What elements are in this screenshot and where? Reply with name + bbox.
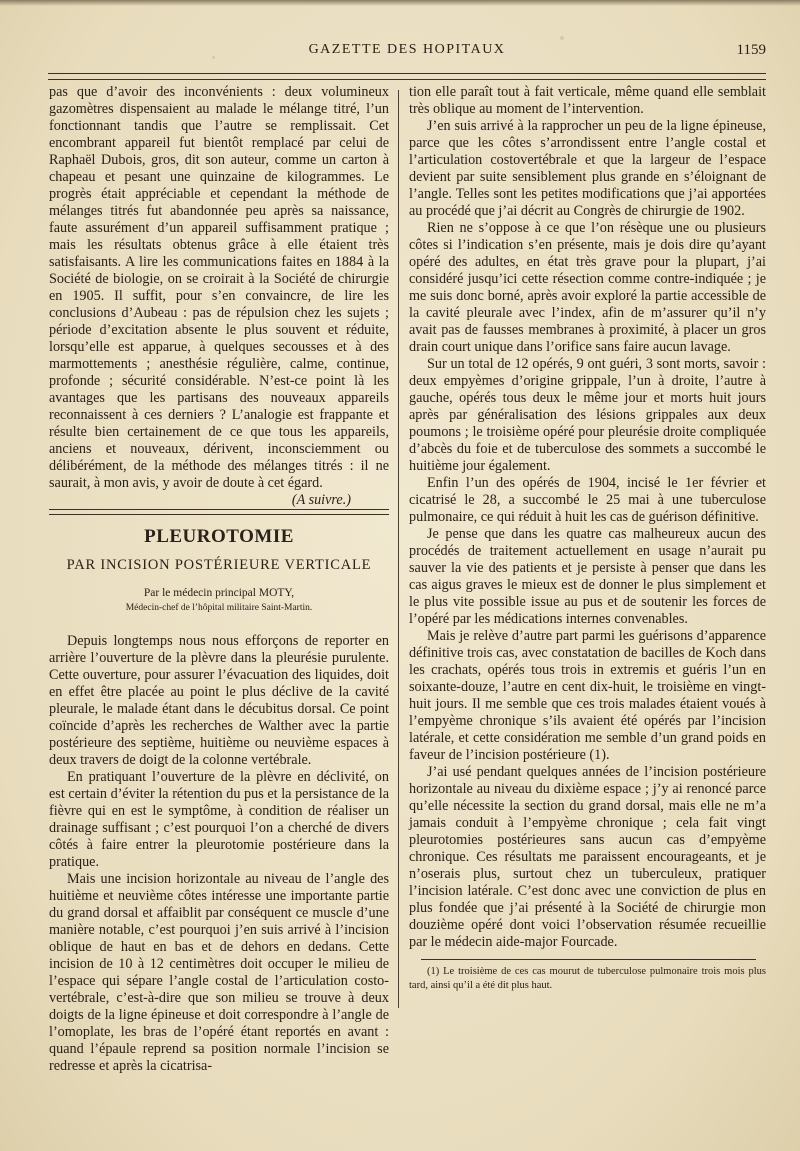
continuation-line <box>49 492 389 509</box>
affiliation: Médecin-chef de l’hôpital militaire Saint-Martin. <box>125 603 313 613</box>
left-column <box>49 84 389 509</box>
article-heading <box>49 528 389 545</box>
paragraph: J’ai usé pendant quelques années de l’incision postérieure horizontale au niveau du dixième espace ; j’y ai renoncé parce qu’elle nécessite la section du grand dorsal, mais elle ne m’a jamais conduit à l’empyème chronique ; cela fait vingt pleurotomies postérieures sans aucun cas d’empyème chronique. Ces résultats me paraissent encourageants, et je n’oserais plus, surtout chez un tuberculeux, pratiquer l’incision latérale. C’est donc avec une conviction de plus en plus fondée que j’ai présenté à la Société de chirurgie mon douzième opéré dont voici l’observation résumée recueillie par le médecin aide-major Fourcade. <box>409 764 766 950</box>
paragraph: Depuis longtemps nous nous efforçons de reporter en arrière l’ouverture de la plèvre dans la pleurésie purulente. Cette ouverture, pour assurer l’évacuation des liquides, doit en effet être placée au point le plus déclive de la cavité pleurale, le malade étant dans le décubitus dorsal. Ce point coïncide d’après les recherches de Walther avec la partie postérieure des septième, huitième ou neuvième espaces à deux travers de doigt de la colonne vertébrale. <box>49 633 389 768</box>
paragraph: pas que d’avoir des inconvénients : deux volumineux gazomètres dispensaient au malade le mélange titré, l’un fonctionnant tandis que l’autre se remplissait. Cet encombrant appareil fut bientôt remplacé par celui de Raphaël Dubois, gros, dit son auteur, comme un carton à chapeau et pesant une quinzaine de kilogrammes. Le progrès était appréciable et cependant la méthode de mélanges titrés fut abandonnée peu après sa naissance, faute assurément d’un appareil suffisamment pratique ; mais les résultats obtenus grâce à elle étaient très satisfaisants. A lire les communications faites en 1884 à la Société de biologie, on se croirait à la Société de chirurgie en 1905. Il suffit, pour s’en convaincre, de lire les conclusions d’Aubeau : pas de répulsion chez les sujets ; période d’excitation absente le plus souvent et réduite, lorsqu’elle est apparue, à quelques secousses et à des marmottements ; anesthésie régulière, calme, continue, profonde ; sécurité considérable. N’est-ce point là les avantages que les partisans des nouveaux appareils reconnaissent à ces derniers ? L’analogie est frappante et résulte bien certainement de ce que tous les appareils, anciens et nouveaux, dérivent, inconsciemment ou délibérément, de la méthode des mélanges titrés : il ne saurait, à mon avis, y avoir de doute à cet égard. <box>49 84 389 491</box>
paragraph: Je pense que dans les quatre cas malheureux aucun des procédés de traitement actuellement en usage n’aurait pu sauver la vie des patients et je persiste à penser que dans les cas aigus graves le mieux est de donner le plus simplement et le plus vite possible issue au pus et de soutenir les forces de l’opéré par les médications internes convenables. <box>409 526 766 627</box>
paragraph: Enfin l’un des opérés de 1904, incisé le 1er février et cicatrisé le 28, a succombé le 25 mai à une tuberculose pulmonaire, ce qui réduit à huit les cas de guérison définitive. <box>409 475 766 525</box>
paragraph: Mais une incision horizontale au niveau de l’angle des huitième et neuvième côtes intéresse une importante partie du grand dorsal et affaiblit par conséquent ce muscle d’une manière notable, c’est pourquoi j’en suis arrivé à l’incision oblique de haut en bas et de dehors en dedans. Cette incision de 10 à 12 centimètres doit occuper le milieu de l’espace qui sépare l’angle costal de l’articulation costo-vertébrale, c’est-à-dire que son milieu se trouve à deux doigts de la ligne épineuse et doit correspondre à l’angle de l’omoplate, les bras de l’opéré étant reportés en avant : quand l’épaule reprend sa position normale l’incision se redresse et après la cicatrisa- <box>49 871 389 1074</box>
article-subheading <box>49 557 389 574</box>
paragraph: En pratiquant l’ouverture de la plèvre en déclivité, on est certain d’éviter la rétention du pus et la persistance de la fièvre qui en est le symptôme, à condition de réaliser un drainage suffisant ; c’est pourquoi l’on a cherché de divers côtés à faire entrer la pleurotomie postérieure dans la pratique. <box>49 769 389 870</box>
article-subtitle: PAR INCISION POSTÉRIEURE VERTICALE <box>66 557 372 573</box>
running-header <box>48 42 766 66</box>
paragraph: J’en suis arrivé à la rapprocher un peu de la ligne épineuse, parce que les côtes s’arrondissent entre l’angle costal et l’articulation costovertébrale et que la largeur de l’espace devient par suite sensiblement plus grande en s’éloignant de l’angle. Telles sont les petites modifications que j’ai apportées au procédé que j’ai décrit au Congrès de chirurgie de 1902. <box>409 118 766 219</box>
article-byline-block <box>49 586 389 615</box>
column-divider <box>398 90 399 1008</box>
to-be-continued: (A suivre.) <box>291 492 351 508</box>
paragraph: Rien ne s’oppose à ce que l’on résèque une ou plusieurs côtes si l’indication s’en présente, mais je dois dire qu’ayant opéré des adultes, en état très grave pour la plupart, j’ai considéré jusqu’ici cette résection comme contre-indiquée ; je me suis donc borné, après avoir exploré la partie accessible de la cavité pleurale avec l’index, afin de m’assurer qu’il n’y avait pas de fausses membranes à proximité, à placer un gros drain court unique dans l’orifice sans faire aucun lavage. <box>409 220 766 355</box>
journal-title: GAZETTE DES HOPITAUX <box>308 42 506 57</box>
page-number: 1159 <box>736 42 766 58</box>
byline: Par le médecin principal MOTY, <box>143 587 295 599</box>
header-double-rule <box>48 73 766 80</box>
paragraph: Mais je relève d’autre part parmi les guérisons d’apparence définitive trois cas, avec constatation de bacilles de Koch dans les crachats, opérés tous trois in extremis et guéris l’un en soixante-douze, l’autre en cent dix-huit, le troisième en vingt-huit jours. Il me semble que ces trois malades étaient voués à l’empyème chronique s’ils avaient été opérés par l’incision latérale, et cette considération me semble d’un grand poids en faveur de l’incision postérieure (1). <box>409 628 766 763</box>
paper-spot <box>560 36 564 40</box>
article-body-left <box>49 633 389 1075</box>
paragraph: Sur un total de 12 opérés, 9 ont guéri, 3 sont morts, savoir : deux empyèmes d’origine grippale, l’un à droite, l’autre à gauche, opérés tous deux le même jour et morts huit jours après par généralisation des lésions grippales aux deux poumons ; le troisième opéré pour pleurésie droite compliquée d’abcès du foie et de tuberculose des sommets a succombé le huitième jour également. <box>409 356 766 474</box>
article-title: PLEUROTOMIE <box>144 526 294 547</box>
paragraph: tion elle paraît tout à fait verticale, même quand elle semblait très oblique au moment de l’intervention. <box>409 84 766 117</box>
article-separator <box>49 509 389 515</box>
footnote: (1) Le troisième de ces cas mourut de tuberculose pulmonaire trois mois plus tard, ainsi qu’il a été dit plus haut. <box>409 966 766 991</box>
right-column <box>409 84 766 993</box>
page-top-edge <box>0 0 800 6</box>
